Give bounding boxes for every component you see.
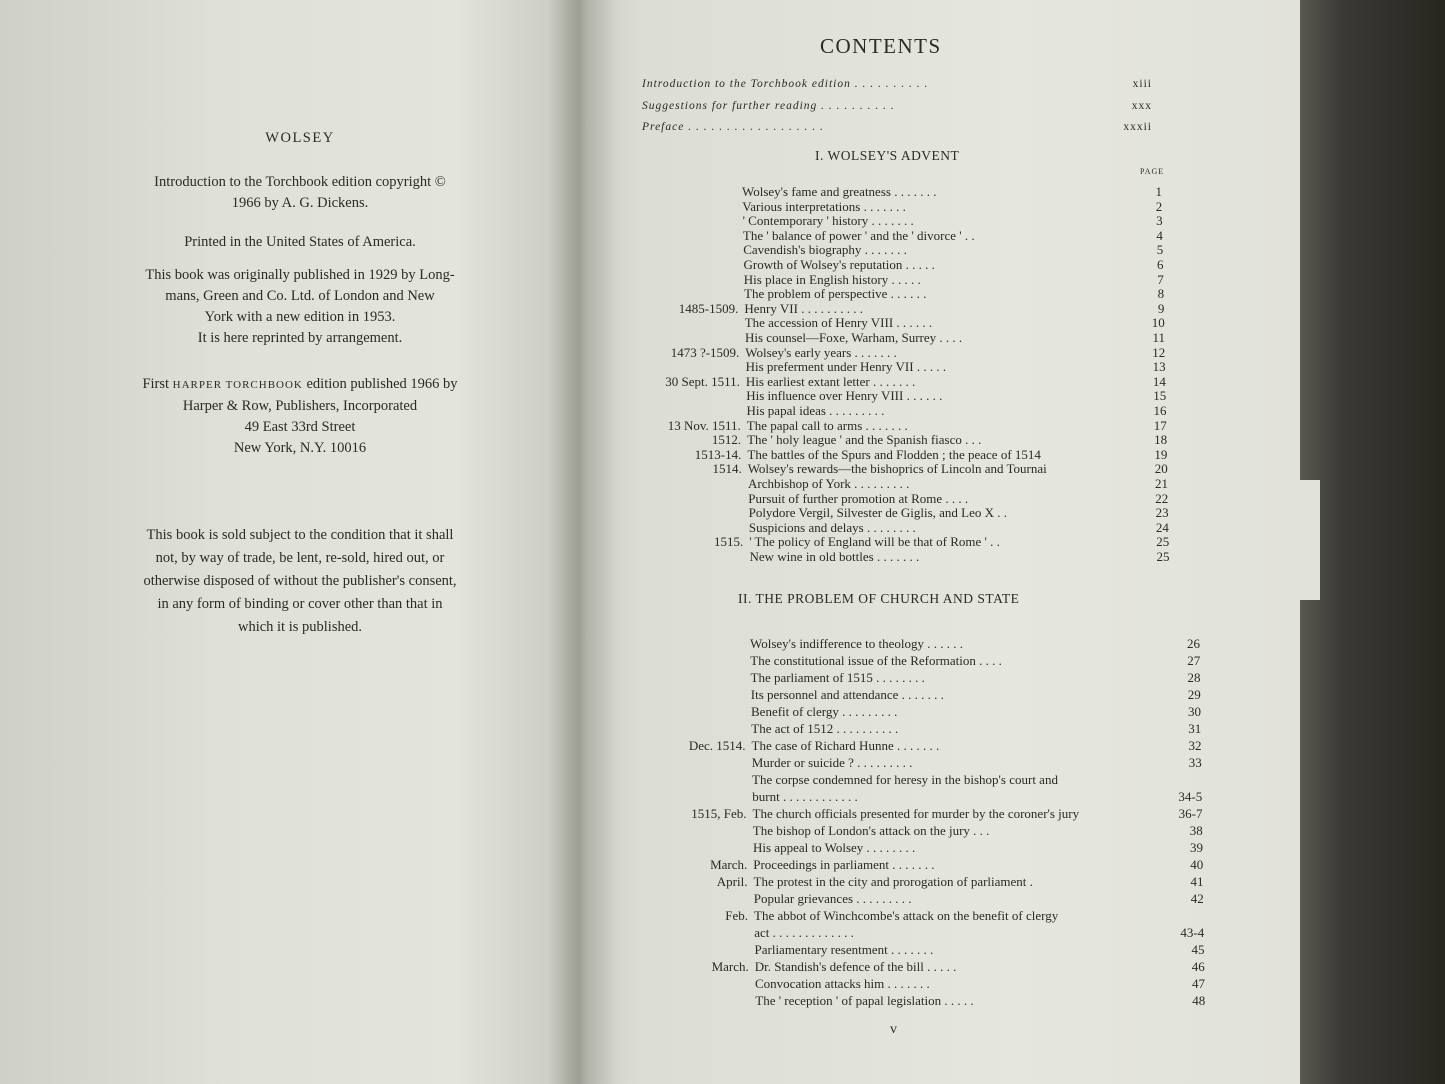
toc-entry-date: 1514. — [712, 461, 742, 477]
front-matter-page: xxx — [1131, 100, 1152, 112]
toc-entry-title: Growth of Wolsey's reputation . . . . . — [743, 257, 935, 272]
toc-entry-page: 32 — [1188, 738, 1202, 753]
toc-entry-page: 28 — [1187, 670, 1201, 685]
toc-entry — [0, 636, 1445, 652]
section-heading: II. THE PROBLEM OF CHURCH AND STATE — [738, 591, 1020, 606]
toc-entry — [0, 213, 1445, 229]
toc-entry — [0, 330, 1445, 346]
toc-entry — [0, 721, 1445, 737]
toc-entry-page: 20 — [1154, 461, 1168, 477]
toc-entry-page: 5 — [1156, 242, 1164, 258]
toc-entry — [0, 670, 1445, 686]
toc-entry-page: 23 — [1155, 505, 1169, 521]
toc-entry-page: 21 — [1155, 476, 1168, 491]
toc-entry-page: 6 — [1157, 257, 1164, 272]
toc-entry — [0, 959, 1445, 975]
toc-entry-title: Murder or suicide ? . . . . . . . . . — [751, 755, 913, 770]
toc-entry — [0, 976, 1445, 992]
toc-entry-title: His appeal to Wolsey . . . . . . . . — [753, 840, 916, 855]
toc-entry-title: Various interpretations . . . . . . . — [742, 198, 906, 214]
condition-line: not, by way of trade, be lent, re-sold, hired out, or — [155, 550, 445, 566]
toc-entry-title: Benefit of clergy . . . . . . . . . — [751, 704, 898, 719]
front-matter-label: Introduction to the Torchbook edition . . . . . . . . . . — [642, 78, 929, 90]
toc-entry — [0, 789, 1445, 805]
toc-entry — [0, 942, 1445, 958]
toc-entry — [0, 199, 1445, 215]
publication-line: It is here reprinted by arrangement. — [197, 330, 403, 346]
toc-entry-page: 7 — [1157, 271, 1164, 287]
publication-line: This book was originally published in 1929 by Long- — [145, 267, 455, 283]
toc-entry-page: 48 — [1192, 993, 1206, 1008]
toc-entry-page: 14 — [1152, 373, 1166, 389]
toc-entry — [0, 476, 1445, 492]
edition-text: First — [142, 376, 170, 392]
copyright-line: Introduction to the Torchbook edition copyright © — [154, 174, 446, 190]
toc-entry-date: 1515. — [713, 534, 744, 550]
toc-entry-title: His papal ideas . . . . . . . . . — [746, 403, 885, 418]
toc-entry-page: 17 — [1153, 417, 1167, 433]
toc-entry-title: The constitutional issue of the Reformation . . . . — [750, 653, 1002, 668]
toc-entry — [0, 184, 1445, 200]
toc-entry-title: His counsel—Foxe, Warham, Surrey . . . . — [745, 330, 963, 345]
toc-entry — [0, 315, 1445, 331]
toc-entry-title: His earliest extant letter . . . . . . . — [745, 373, 916, 389]
publication-line: mans, Green and Co. Ltd. of London and New — [165, 288, 435, 304]
toc-entry-page: 3 — [1156, 213, 1163, 229]
toc-entry — [0, 704, 1445, 720]
toc-entry-title: burnt . . . . . . . . . . . . — [752, 789, 858, 804]
book-title: WOLSEY — [265, 130, 335, 146]
toc-entry-page: 11 — [1152, 330, 1165, 345]
toc-entry — [0, 925, 1445, 941]
toc-entry-page: 25 — [1156, 534, 1170, 550]
edition-text: edition published 1966 by — [306, 376, 458, 392]
toc-entry-date: 13 Nov. 1511. — [667, 417, 741, 433]
toc-entry — [0, 874, 1445, 890]
toc-entry-title: Cavendish's biography . . . . . . . — [743, 242, 907, 258]
toc-entry — [0, 806, 1445, 822]
toc-entry — [0, 857, 1445, 873]
toc-entry — [0, 687, 1445, 703]
toc-entry-title: The battles of the Spurs and Flodden ; the peace of 1514 — [747, 446, 1041, 462]
publisher-city: New York, N.Y. 10016 — [233, 440, 367, 456]
page-column-label: PAGE — [1140, 167, 1165, 176]
toc-entry-page: 42 — [1190, 891, 1204, 906]
toc-entry-title: The papal call to arms . . . . . . . — [746, 417, 908, 433]
toc-entry-title: The bishop of London's attack on the jury . . . — [752, 823, 990, 838]
toc-entry-page: 26 — [1187, 636, 1200, 651]
toc-entry-page: 34-5 — [1178, 789, 1203, 804]
toc-entry-page: 13 — [1152, 359, 1166, 375]
toc-entry — [0, 359, 1445, 375]
toc-entry-title: Archbishop of York . . . . . . . . . — [748, 476, 910, 491]
toc-entry-page: 36-7 — [1178, 806, 1203, 821]
toc-entry-date: Feb. — [725, 908, 748, 923]
condition-line: This book is sold subject to the condition that it shall — [146, 527, 454, 543]
toc-entry-title: Its personnel and attendance . . . . . . . — [750, 687, 944, 702]
toc-entry-title: New wine in old bottles . . . . . . . — [749, 549, 920, 564]
condition-line: otherwise disposed of without the publisher's consent, — [143, 573, 457, 589]
toc-entry-page: 27 — [1187, 653, 1201, 668]
toc-entry-title: The corpse condemned for heresy in the bishop's court and — [752, 772, 1058, 787]
toc-entry-title: The abbot of Winchcombe's attack on the benefit of clergy — [754, 908, 1059, 923]
toc-entry — [0, 257, 1445, 273]
toc-entry-page: 29 — [1187, 687, 1201, 702]
toc-entry-title: The ' reception ' of papal legislation . . . . . — [755, 993, 974, 1008]
toc-entry-date: Dec. 1514. — [688, 738, 746, 753]
toc-entry — [0, 286, 1445, 302]
toc-entry-date: 30 Sept. 1511. — [665, 373, 740, 389]
toc-entry — [0, 840, 1445, 856]
front-matter-page: xxxii — [1123, 121, 1152, 133]
toc-entry-title: ' The policy of England will be that of Rome ' . . — [749, 534, 1000, 550]
toc-entry — [0, 755, 1445, 771]
toc-entry-page: 38 — [1189, 823, 1203, 838]
toc-entry-page: 45 — [1191, 942, 1205, 957]
toc-entry — [0, 403, 1445, 419]
toc-entry-page: 25 — [1156, 549, 1170, 564]
toc-entry-title: The church officials presented for murder by the coroner's jury — [752, 806, 1080, 821]
toc-entry-page: 40 — [1190, 857, 1204, 872]
contents-title: CONTENTS — [820, 34, 942, 58]
toc-entry-date: March. — [710, 857, 748, 872]
toc-entry-title: The parliament of 1515 . . . . . . . . — [750, 670, 925, 685]
toc-entry — [0, 432, 1445, 448]
toc-entry-title: Wolsey's rewards—the bishoprics of Lincoln and Tournai — [747, 461, 1047, 477]
toc-entry-page: 10 — [1151, 315, 1165, 331]
publisher-street: 49 East 33rd Street — [244, 419, 356, 435]
toc-entry-page: 1 — [1155, 184, 1162, 199]
toc-entry — [0, 993, 1445, 1009]
toc-entry-title: ' Contemporary ' history . . . . . . . — [742, 213, 914, 229]
printed-notice: Printed in the United States of America. — [184, 234, 416, 250]
toc-entry — [0, 345, 1445, 361]
toc-entry-title: His preferment under Henry VII . . . . . — [745, 359, 947, 375]
toc-entry-title: The accession of Henry VIII . . . . . . — [744, 315, 933, 331]
front-matter-label: Preface . . . . . . . . . . . . . . . . . . — [642, 121, 824, 133]
toc-entry-title: Proceedings in parliament . . . . . . . — [753, 857, 935, 872]
toc-entry-title: The act of 1512 . . . . . . . . . . — [751, 721, 899, 736]
toc-entry-title: Convocation attacks him . . . . . . . — [755, 976, 930, 991]
toc-entry-page: 4 — [1156, 227, 1163, 243]
toc-entry-title: The problem of perspective . . . . . . — [744, 286, 927, 302]
imprint-name: HARPER TORCHBOOK — [172, 379, 303, 391]
toc-entry-page: 9 — [1157, 300, 1165, 316]
toc-entry — [0, 491, 1445, 507]
toc-entry-date: 1513-14. — [694, 446, 742, 462]
toc-entry-page: 22 — [1155, 490, 1169, 506]
toc-entry — [0, 520, 1445, 536]
front-matter-page: xiii — [1132, 78, 1152, 90]
toc-entry-title: Wolsey's indifference to theology . . . . . . — [750, 636, 963, 651]
toc-entry — [0, 738, 1445, 754]
toc-entry — [0, 461, 1445, 477]
copyright-line: 1966 by A. G. Dickens. — [231, 195, 369, 211]
page-folio: v — [890, 1022, 897, 1037]
toc-entry-title: The case of Richard Hunne . . . . . . . — [751, 738, 940, 753]
toc-entry — [0, 447, 1445, 463]
toc-entry — [0, 374, 1445, 390]
condition-line: in any form of binding or cover other than that in — [157, 596, 443, 612]
toc-entry-title: His place in English history . . . . . — [743, 271, 921, 287]
toc-entry-title: Polydore Vergil, Silvester de Giglis, and Leo X . . — [748, 505, 1008, 521]
toc-entry-date: 1515, Feb. — [691, 806, 747, 821]
toc-entry-page: 43-4 — [1180, 925, 1205, 940]
toc-entry-page: 24 — [1155, 519, 1169, 535]
toc-entry — [0, 653, 1445, 669]
toc-entry — [0, 505, 1445, 521]
toc-entry-title: Wolsey's early years . . . . . . . — [745, 344, 897, 360]
condition-line: which it is published. — [237, 619, 363, 635]
toc-entry-page: 47 — [1192, 976, 1205, 991]
toc-entry-title: Dr. Standish's defence of the bill . . . . . — [754, 959, 957, 974]
toc-entry — [0, 301, 1445, 317]
toc-entry-page: 31 — [1188, 721, 1202, 736]
toc-entry-page: 2 — [1155, 198, 1163, 214]
toc-entry-page: 18 — [1154, 432, 1168, 448]
toc-entry — [0, 272, 1445, 288]
toc-entry-title: Pursuit of further promotion at Rome . . . . — [748, 490, 969, 506]
toc-entry-date: 1473 ?-1509. — [670, 344, 740, 360]
toc-entry-page: 41 — [1190, 874, 1204, 889]
toc-entry-page: 16 — [1153, 403, 1167, 418]
toc-entry-date: 1485-1509. — [678, 300, 739, 316]
toc-entry — [0, 228, 1445, 244]
toc-entry — [0, 534, 1445, 550]
toc-entry-page: 39 — [1190, 840, 1203, 855]
section-heading: I. WOLSEY'S ADVENT — [815, 148, 960, 163]
toc-entry-page: 15 — [1153, 388, 1167, 404]
toc-entry-date: March. — [711, 959, 749, 974]
toc-entry-date: April. — [716, 874, 748, 889]
toc-entry — [0, 772, 1445, 788]
toc-entry-page: 19 — [1154, 446, 1168, 462]
toc-entry — [0, 242, 1445, 258]
toc-entry-page: 30 — [1188, 704, 1201, 719]
toc-entry — [0, 823, 1445, 839]
toc-entry-title: The ' holy league ' and the Spanish fiasco . . . — [747, 432, 982, 448]
toc-entry-title: The ' balance of power ' and the ' divorce ' . . — [742, 227, 975, 243]
toc-entry-title: Wolsey's fame and greatness . . . . . . . — [742, 184, 937, 199]
toc-entry — [0, 418, 1445, 434]
toc-entry-title: Henry VII . . . . . . . . . . — [744, 300, 863, 316]
toc-entry-page: 46 — [1191, 959, 1205, 974]
toc-entry-page: 8 — [1157, 286, 1165, 302]
toc-entry-page: 12 — [1152, 344, 1166, 360]
toc-entry-title: Suspicions and delays . . . . . . . . — [748, 519, 916, 535]
toc-entry-page: 33 — [1188, 755, 1202, 770]
toc-entry-title: His influence over Henry VIII . . . . . . — [746, 388, 943, 404]
toc-entry-title: Parliamentary resentment . . . . . . . — [754, 942, 934, 957]
toc-entry — [0, 908, 1445, 924]
toc-entry-date: 1512. — [711, 432, 742, 448]
front-matter-label: Suggestions for further reading . . . . . . . . . . — [642, 100, 895, 112]
toc-entry-title: Popular grievances . . . . . . . . . — [753, 891, 912, 906]
toc-entry — [0, 891, 1445, 907]
toc-entry — [0, 388, 1445, 404]
publisher-name: Harper & Row, Publishers, Incorporated — [182, 398, 418, 414]
publication-line: York with a new edition in 1953. — [204, 309, 396, 325]
toc-entry-title: act . . . . . . . . . . . . . — [754, 925, 854, 940]
toc-entry — [0, 549, 1445, 565]
toc-entry-title: The protest in the city and prorogation of parliament . — [753, 874, 1033, 889]
